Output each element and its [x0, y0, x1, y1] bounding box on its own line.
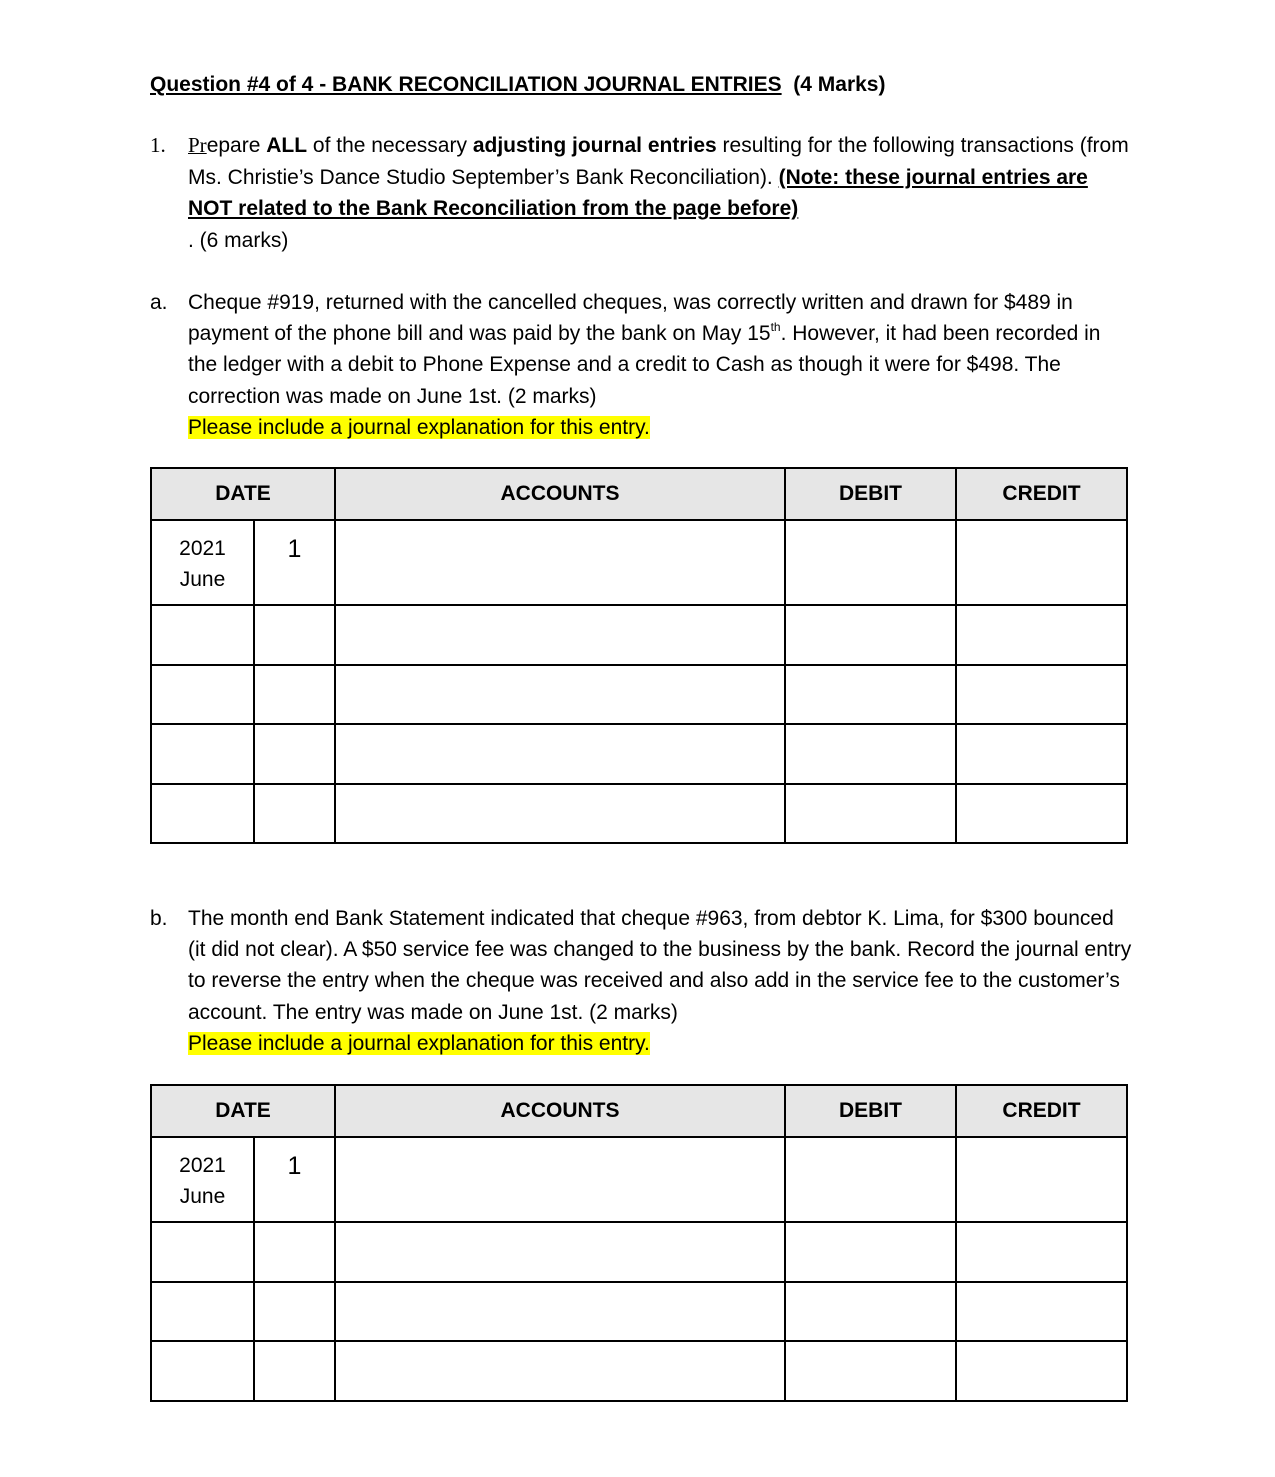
account-cell[interactable] — [335, 520, 785, 605]
part-b-text: The month end Bank Statement indicated that cheque #963, from debtor K. Lima, for $300 bounced (it did not clear). A $50 service fee was changed to the business by the bank. Record the journal entry to reverse the entry when the cheque was received and also add in the service fee to the customer’s account. The entry was made on June 1st. (2 marks) Please include a journal explanation for this entry. — [188, 907, 1132, 1055]
debit-cell[interactable] — [785, 724, 956, 784]
account-cell[interactable] — [335, 1137, 785, 1222]
question-1-note: (Note: these journal entries are NOT related to the Bank Reconciliation from the page before) — [188, 165, 1088, 220]
date-month-cell[interactable] — [151, 1341, 254, 1401]
question-title-marks: (4 Marks) — [793, 73, 886, 96]
journal-table-a — [150, 467, 1128, 844]
account-cell[interactable] — [335, 724, 785, 784]
accounts-header: ACCOUNTS — [335, 1085, 785, 1137]
date-month-cell[interactable] — [151, 724, 254, 784]
journal-table-b — [150, 1084, 1128, 1402]
credit-cell[interactable] — [956, 1341, 1127, 1401]
table-row — [151, 724, 1127, 784]
part-b-highlight: Please include a journal explanation for this entry. — [188, 1031, 650, 1055]
accounts-header: ACCOUNTS — [335, 468, 785, 520]
date-month-cell[interactable] — [151, 1222, 254, 1282]
credit-cell[interactable] — [956, 1222, 1127, 1282]
credit-cell[interactable] — [956, 520, 1127, 605]
account-cell[interactable] — [335, 1341, 785, 1401]
part-a-text: Cheque #919, returned with the cancelled cheques, was correctly written and drawn for $489 in payment of the phone bill and was paid by the bank on May 15th. However, it had been recorded in the ledger with a debit to Phone Expense and a credit to Cash as though it were for $498. The correction was made on June 1st. (2 marks) Please include a journal explanation for this entry. — [188, 291, 1101, 439]
date-header: DATE — [151, 468, 335, 520]
question-title-main: Question #4 of 4 - BANK RECONCILIATION JOURNAL ENTRIES — [150, 73, 782, 96]
date-day-cell[interactable] — [254, 1222, 335, 1282]
account-cell[interactable] — [335, 784, 785, 843]
credit-cell[interactable] — [956, 1282, 1127, 1341]
debit-header: DEBIT — [785, 1085, 956, 1137]
debit-cell[interactable] — [785, 1341, 956, 1401]
question-1 — [150, 130, 1135, 256]
date-month-cell[interactable] — [151, 665, 254, 724]
date-day-cell[interactable] — [254, 784, 335, 843]
account-cell[interactable] — [335, 1222, 785, 1282]
debit-cell[interactable] — [785, 1137, 956, 1222]
credit-cell[interactable] — [956, 724, 1127, 784]
debit-cell[interactable] — [785, 605, 956, 665]
table-header-row — [151, 468, 1127, 520]
credit-cell[interactable] — [956, 1137, 1127, 1222]
date-day-cell[interactable] — [254, 1341, 335, 1401]
date-month-cell[interactable] — [151, 605, 254, 665]
date-month-cell: 2021 June — [151, 1137, 254, 1222]
account-cell[interactable] — [335, 605, 785, 665]
part-b-letter: b. — [150, 907, 168, 930]
credit-cell[interactable] — [956, 665, 1127, 724]
part-a — [150, 287, 1135, 443]
table-row — [151, 665, 1127, 724]
debit-cell[interactable] — [785, 784, 956, 843]
date-month-cell: 2021 June — [151, 520, 254, 605]
table-header-row — [151, 1085, 1127, 1137]
credit-cell[interactable] — [956, 605, 1127, 665]
account-cell[interactable] — [335, 1282, 785, 1341]
table-row — [151, 784, 1127, 843]
table-row — [151, 605, 1127, 665]
debit-cell[interactable] — [785, 665, 956, 724]
credit-header: CREDIT — [956, 468, 1127, 520]
date-day-cell[interactable] — [254, 1282, 335, 1341]
table-row — [151, 1137, 1127, 1222]
table-row — [151, 1282, 1127, 1341]
part-a-letter: a. — [150, 291, 168, 314]
table-row — [151, 1341, 1127, 1401]
date-month-cell[interactable] — [151, 1282, 254, 1341]
date-day-cell[interactable] — [254, 724, 335, 784]
debit-header: DEBIT — [785, 468, 956, 520]
debit-cell[interactable] — [785, 1222, 956, 1282]
date-day-cell: 1 — [254, 520, 335, 605]
account-cell[interactable] — [335, 665, 785, 724]
question-1-text: Prepare ALL of the necessary adjusting journal entries resulting for the following transactions (from Ms. Christie’s Dance Studio September’s Bank Reconciliation). (Note: these journal entries are NOT related to the Bank Reconciliation from the page before) . (6 marks) — [188, 133, 1129, 252]
table-row — [151, 520, 1127, 605]
question-1-number: 1. — [150, 133, 166, 157]
part-a-highlight: Please include a journal explanation for this entry. — [188, 415, 650, 439]
date-day-cell: 1 — [254, 1137, 335, 1222]
debit-cell[interactable] — [785, 520, 956, 605]
debit-cell[interactable] — [785, 1282, 956, 1341]
date-month-cell[interactable] — [151, 784, 254, 843]
date-day-cell[interactable] — [254, 665, 335, 724]
date-header: DATE — [151, 1085, 335, 1137]
date-day-cell[interactable] — [254, 605, 335, 665]
question-title — [150, 73, 885, 97]
part-b — [150, 903, 1135, 1059]
credit-cell[interactable] — [956, 784, 1127, 843]
table-row — [151, 1222, 1127, 1282]
credit-header: CREDIT — [956, 1085, 1127, 1137]
